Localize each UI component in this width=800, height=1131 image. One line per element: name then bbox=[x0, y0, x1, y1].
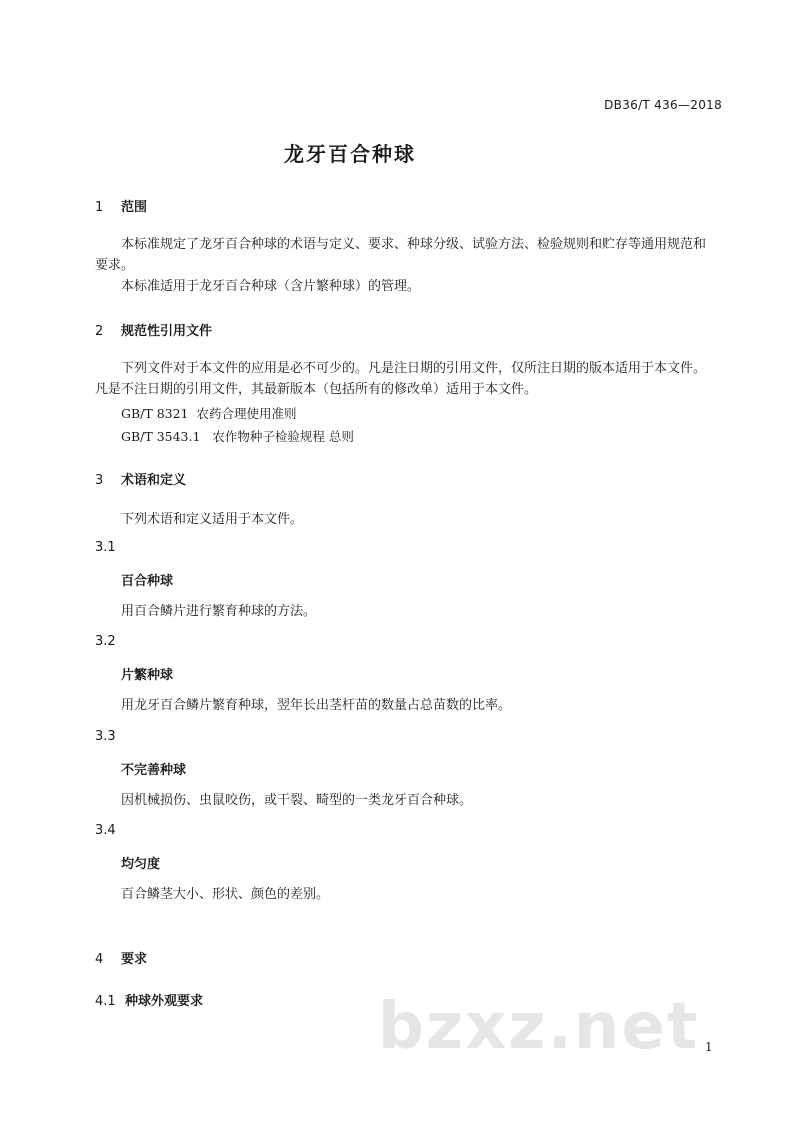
section-4-heading bbox=[95, 948, 147, 967]
scope-paragraph-1: 本标准规定了龙牙百合种球的术语与定义、要求、种球分级、试验方法、检验规则和贮存等通用规范和要求。 bbox=[95, 237, 707, 273]
reference-name: 农药合理使用准则 bbox=[196, 406, 297, 421]
scope-paragraph-2: 本标准适用于龙牙百合种球（含片繁种球）的管理。 bbox=[121, 279, 421, 294]
reference-item bbox=[121, 404, 296, 422]
term-definition: 因机械损伤、虫鼠咬伤，或干裂、畸型的一类龙牙百合种球。 bbox=[121, 793, 473, 808]
section-number: 3 bbox=[95, 473, 104, 488]
term-number: 3.1 bbox=[95, 540, 116, 555]
subsection-title: 种球外观要求 bbox=[125, 994, 204, 1009]
term-number: 3.2 bbox=[95, 634, 116, 649]
section-title: 术语和定义 bbox=[121, 473, 187, 488]
section-2-heading bbox=[95, 320, 212, 339]
term-number: 3.4 bbox=[95, 823, 116, 838]
reference-name: 农作物种子检验规程 总则 bbox=[212, 429, 354, 444]
reference-item bbox=[121, 427, 354, 445]
section-3-heading bbox=[95, 469, 186, 488]
section-number: 4 bbox=[95, 952, 104, 967]
term-definition: 用龙牙百合鳞片繁育种球，翌年长出茎杆苗的数量占总苗数的比率。 bbox=[121, 698, 512, 713]
reference-code: GB/T 8321 bbox=[121, 406, 189, 421]
term-definition: 用百合鳞片进行繁育种球的方法。 bbox=[121, 604, 317, 619]
page-number: 1 bbox=[705, 1040, 713, 1054]
subsection-number: 4.1 bbox=[95, 994, 116, 1009]
section-title: 要求 bbox=[121, 952, 148, 967]
terms-intro: 下列术语和定义适用于本文件。 bbox=[121, 512, 304, 527]
watermark: bzxz.net bbox=[378, 990, 700, 1064]
section-title: 规范性引用文件 bbox=[121, 324, 213, 339]
term-heading: 百合种球 bbox=[121, 574, 174, 589]
reference-code: GB/T 3543.1 bbox=[121, 429, 201, 444]
subsection-4-1-heading bbox=[95, 990, 203, 1009]
term-heading: 片繁种球 bbox=[121, 668, 174, 683]
section-number: 2 bbox=[95, 324, 104, 339]
term-definition: 百合鳞茎大小、形状、颜色的差别。 bbox=[121, 887, 330, 902]
standard-code: DB36/T 436—2018 bbox=[604, 98, 722, 112]
document-title: 龙牙百合种球 bbox=[284, 142, 416, 166]
term-number: 3.3 bbox=[95, 729, 116, 744]
section-1-heading bbox=[95, 196, 147, 215]
term-heading: 均匀度 bbox=[121, 857, 161, 872]
section-title: 范围 bbox=[121, 200, 148, 215]
term-heading: 不完善种球 bbox=[121, 763, 187, 778]
section-number: 1 bbox=[95, 200, 104, 215]
normative-references-paragraph: 下列文件对于本文件的应用是必不可少的。凡是注日期的引用文件，仅所注日期的版本适用于本文件。凡是不注日期的引用文件，其最新版本（包括所有的修改单）适用于本文件。 bbox=[95, 361, 707, 397]
